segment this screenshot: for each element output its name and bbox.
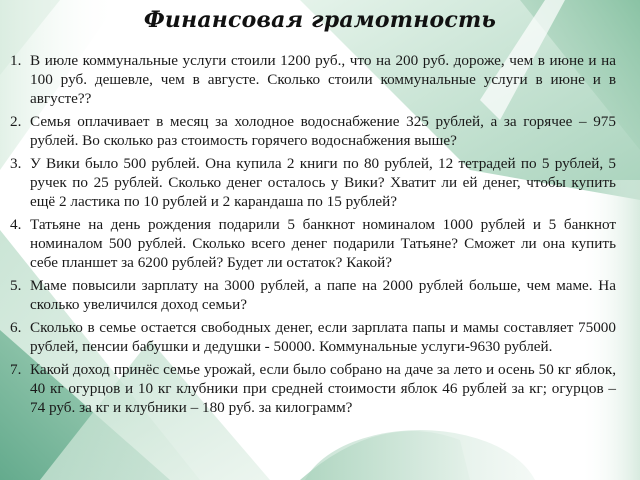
task-text: Сколько в семье остается свободных денег, если зарплата папы и мамы составляет 75000 рублей, пенсии бабушки и дедушки - 50000. Коммунальные услуги-9630 рублей. xyxy=(30,319,616,355)
task-number: 4. xyxy=(10,216,22,233)
task-number: 6. xyxy=(10,319,22,336)
task-item xyxy=(10,112,616,150)
task-item xyxy=(10,318,616,356)
task-item xyxy=(10,360,616,417)
task-text: В июле коммунальные услуги стоили 1200 руб., что на 200 руб. дороже, чем в июне и на 100 руб. дешевле, чем в августе. Сколько стоили коммунальные услуги в июне и в августе?? xyxy=(30,52,616,107)
task-item xyxy=(10,215,616,272)
page-title: Финансовая грамотность xyxy=(143,7,497,33)
task-item xyxy=(10,276,616,314)
task-number: 1. xyxy=(10,52,22,69)
task-item xyxy=(10,51,616,108)
task-list xyxy=(10,51,616,421)
task-number: 2. xyxy=(10,113,22,130)
task-text: Татьяне на день рождения подарили 5 банкнот номиналом 1000 рублей и 5 банкнот номиналом 500 рублей. Сколько всего денег подарили Татьяне? Сможет ли она купить себе планшет за 6200 рублей? Будет ли остаток? Какой? xyxy=(30,216,616,271)
task-text: Какой доход принёс семье урожай, если было собрано на даче за лето и осень 50 кг яблок, 40 кг огурцов и 10 кг клубники при средней стоимости яблок 46 рублей за кг; огурцов – 74 руб. за кг и клубники – 180 руб. за килограмм? xyxy=(30,361,616,416)
task-item xyxy=(10,154,616,211)
task-number: 3. xyxy=(10,155,22,172)
task-text: Маме повысили зарплату на 3000 рублей, а папе на 2000 рублей больше, чем маме. На сколько увеличился доход семьи? xyxy=(30,277,616,313)
task-text: У Вики было 500 рублей. Она купила 2 книги по 80 рублей, 12 тетрадей по 5 рублей, 5 ручек по 25 рублей. Сколько денег осталось у Вики? Хватит ли ей денег, чтобы купить ещё 2 ластика по 10 рублей и 2 карандаша по 15 рублей? xyxy=(30,155,616,210)
task-number: 5. xyxy=(10,277,22,294)
task-number: 7. xyxy=(10,361,22,378)
task-text: Семья оплачивает в месяц за холодное водоснабжение 325 рублей, а за горячее – 975 рублей. Во сколько раз стоимость горячего водоснабжения выше? xyxy=(30,113,616,149)
